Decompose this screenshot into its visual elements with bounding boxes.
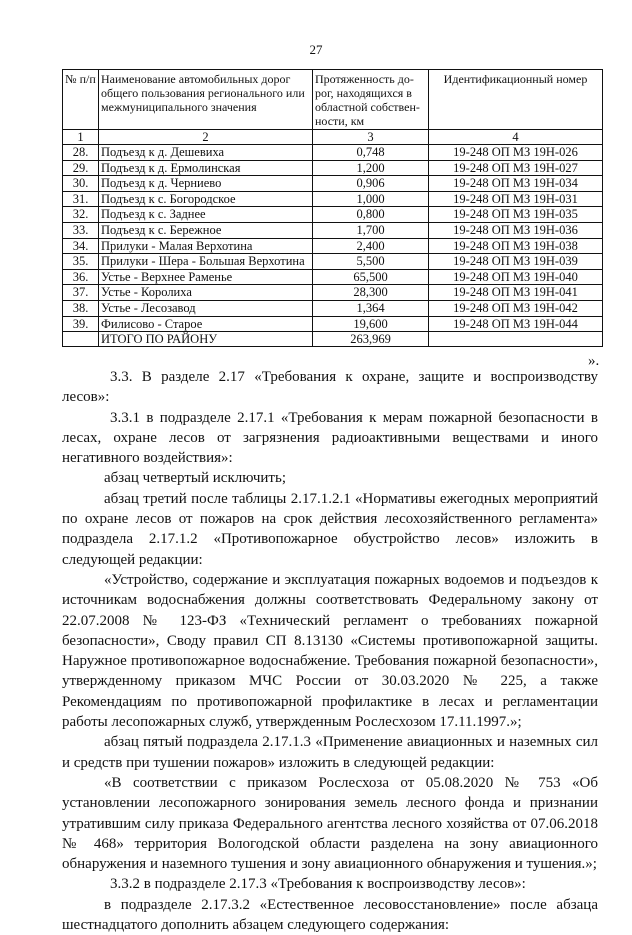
paragraph: 3.3.2 в подразделе 2.17.3 «Требования к воспроизводству лесов»: (110, 876, 526, 893)
row-number: 29. (63, 160, 99, 176)
road-name: Прилуки - Малая Верхотина (99, 238, 313, 254)
table-row (63, 238, 603, 254)
road-length: 19,600 (313, 316, 429, 332)
table-header-row (63, 70, 603, 130)
road-name: Подъезд к д. Дешевиха (99, 145, 313, 161)
body-text (62, 367, 598, 935)
paragraph: 3.3.1 в подразделе 2.17.1 «Требования к мерам пожарной безопасности в лесах, охране лесов от загрязнения радиоактивными веществами и иного негативного воздействия»: (62, 409, 598, 467)
road-length: 5,500 (313, 254, 429, 270)
header-no: № п/п (63, 70, 99, 130)
road-id: 19-248 ОП МЗ 19Н-038 (429, 238, 603, 254)
road-length: 1,200 (313, 160, 429, 176)
paragraph: абзац третий после таблицы 2.17.1.2.1 «Нормативы ежегодных мероприятий по охране лесов от пожаров на срок действия лесохозяйственного регламента» подраздела 2.17.1.2 «Противопожарное обустройство лесов» изложить в следующей редакции: (62, 490, 598, 568)
row-number: 30. (63, 176, 99, 192)
page-number: 27 (309, 42, 323, 57)
total-row (63, 332, 603, 347)
paragraph: «В соответствии с приказом Рослесхоза от 05.08.2020 № 753 «Об установлении лесопожарного зонирования земель лесного фонда и признании утратившим силу приказа Федерального агентства лесного хозяйства от 07.06.2018 № 468» территория Вологодской области разделена на зону авиационного обнаружения и наземного тушения и зону авиационного обнаружения и тушения.»; (62, 774, 598, 873)
road-id: 19-248 ОП МЗ 19Н-034 (429, 176, 603, 192)
table-row (63, 269, 603, 285)
road-id: 19-248 ОП МЗ 19Н-031 (429, 191, 603, 207)
column-numbers-row (63, 130, 603, 145)
road-id: 19-248 ОП МЗ 19Н-044 (429, 316, 603, 332)
row-number: 38. (63, 300, 99, 316)
total-no-cell (63, 332, 99, 347)
paragraph: в подразделе 2.17.3.2 «Естественное лесовосстановление» после абзаца шестнадцатого дополнить абзацем следующего содержания: (62, 896, 598, 934)
table-row (63, 160, 603, 176)
row-number: 36. (63, 269, 99, 285)
table-row (63, 222, 603, 238)
paragraph: абзац четвертый исключить; (104, 470, 286, 487)
road-length: 0,748 (313, 145, 429, 161)
header-name: Наименование автомобильных дорог общего пользования регионального или межмуниципального значения (99, 70, 313, 130)
row-number: 31. (63, 191, 99, 207)
road-name: Подъезд к с. Заднее (99, 207, 313, 223)
col-number: 1 (63, 130, 99, 145)
road-length: 65,500 (313, 269, 429, 285)
table-row (63, 145, 603, 161)
col-number: 3 (313, 130, 429, 145)
road-name: Устье - Королиха (99, 285, 313, 301)
total-length: 263,969 (313, 332, 429, 347)
road-length: 0,906 (313, 176, 429, 192)
road-id: 19-248 ОП МЗ 19Н-036 (429, 222, 603, 238)
table-row (63, 207, 603, 223)
paragraph: «Устройство, содержание и эксплуатация пожарных водоемов и подъездов к источникам водоснабжения должны соответствовать Федеральному закону от 22.07.2008 № 123-ФЗ «Технический регламент о требованиях пожарной безопасности», Своду правил СП 8.13130 «Системы противопожарной защиты. Наружное противопожарное водоснабжение. Требования пожарной безопасности», утвержденному приказом МЧС России от 30.03.2020 № 225, а также Рекомендациям по противопожарной профилактике в лесах и регламентации работы лесопожарных служб, утвержденным Рослесхозом 17.11.1997.»; (62, 571, 598, 731)
road-id: 19-248 ОП МЗ 19Н-040 (429, 269, 603, 285)
paragraph: абзац пятый подраздела 2.17.1.3 «Применение авиационных и наземных сил и средств при тушении пожаров» изложить в следующей редакции: (62, 734, 598, 771)
road-id: 19-248 ОП МЗ 19Н-026 (429, 145, 603, 161)
total-id-cell (429, 332, 603, 347)
header-length: Протяженность до-рог, находящихся в областной собствен-ности, км (313, 70, 429, 130)
total-label: ИТОГО ПО РАЙОНУ (99, 332, 313, 347)
paragraph: 3.3. В разделе 2.17 «Требования к охране, защите и воспроизводству лесов»: (62, 369, 598, 406)
road-length: 1,700 (313, 222, 429, 238)
table-row (63, 285, 603, 301)
road-id: 19-248 ОП МЗ 19Н-027 (429, 160, 603, 176)
row-number: 28. (63, 145, 99, 161)
road-id: 19-248 ОП МЗ 19Н-035 (429, 207, 603, 223)
table-row (63, 191, 603, 207)
table-row (63, 300, 603, 316)
table-row (63, 254, 603, 270)
row-number: 34. (63, 238, 99, 254)
road-length: 0,800 (313, 207, 429, 223)
col-number: 2 (99, 130, 313, 145)
road-name: Филисово - Старое (99, 316, 313, 332)
header-id: Идентификационный номер (429, 70, 603, 130)
col-number: 4 (429, 130, 603, 145)
road-length: 28,300 (313, 285, 429, 301)
quote-end-mark: ». (588, 353, 600, 369)
table-row (63, 316, 603, 332)
road-name: Подъезд к д. Черниево (99, 176, 313, 192)
road-length: 1,364 (313, 300, 429, 316)
road-name: Подъезд к с. Бережное (99, 222, 313, 238)
road-name: Устье - Верхнее Раменье (99, 269, 313, 285)
road-length: 1,000 (313, 191, 429, 207)
row-number: 32. (63, 207, 99, 223)
road-name: Подъезд к с. Богородское (99, 191, 313, 207)
road-id: 19-248 ОП МЗ 19Н-041 (429, 285, 603, 301)
road-name: Прилуки - Шера - Большая Верхотина (99, 254, 313, 270)
row-number: 33. (63, 222, 99, 238)
road-name: Подъезд к д. Ермолинская (99, 160, 313, 176)
road-length: 2,400 (313, 238, 429, 254)
row-number: 35. (63, 254, 99, 270)
table-row (63, 176, 603, 192)
road-id: 19-248 ОП МЗ 19Н-042 (429, 300, 603, 316)
road-id: 19-248 ОП МЗ 19Н-039 (429, 254, 603, 270)
road-name: Устье - Лесозавод (99, 300, 313, 316)
table-body (63, 145, 603, 332)
row-number: 39. (63, 316, 99, 332)
row-number: 37. (63, 285, 99, 301)
roads-table (62, 69, 603, 347)
